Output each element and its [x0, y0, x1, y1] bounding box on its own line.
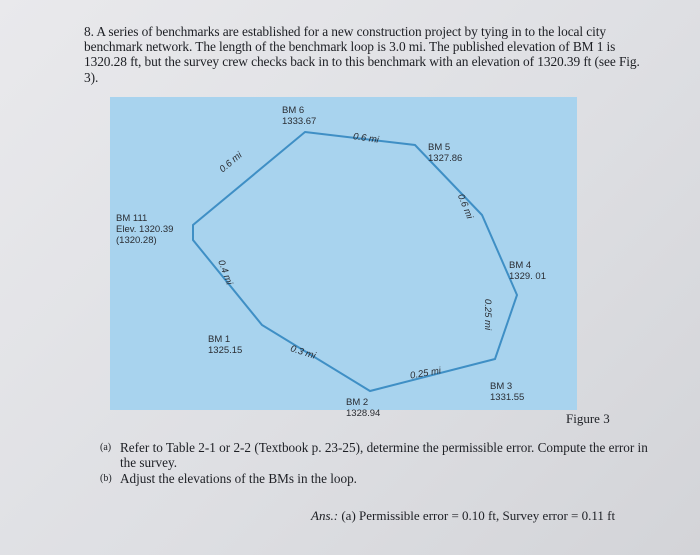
bm1-elevation: 1325.15: [208, 345, 243, 356]
part-b-text: Adjust the elevations of the BMs in the loop.: [120, 471, 357, 486]
answer-text: (a) Permissible error = 0.10 ft, Survey error = 0.11 ft: [338, 508, 616, 523]
part-a-text: Refer to Table 2-1 or 2-2 (Textbook p. 23-25), determine the permissible error. Compute the error in the survey.: [120, 440, 648, 470]
figure-caption: Figure 3: [566, 411, 610, 426]
bm4-elevation: 1329. 01: [509, 271, 546, 282]
bm2-label: [346, 397, 380, 419]
loop-diagram: [110, 97, 577, 410]
bm6-name: BM 6: [282, 105, 305, 116]
bm6-label: [282, 105, 316, 127]
bm3-elevation: 1331.55: [490, 392, 525, 403]
bm111-elevation: Elev. 1320.39: [116, 224, 174, 235]
bm2-name: BM 2: [346, 397, 369, 408]
bm1-name: BM 1: [208, 334, 231, 345]
bm4-label: [509, 260, 546, 282]
part-b-marker: (b): [100, 473, 112, 484]
distance-bm111-bm1: 0.4 mi: [215, 258, 235, 287]
question-parts: [100, 440, 660, 487]
answer-line: [311, 508, 615, 524]
answer-label: Ans.:: [311, 508, 339, 523]
bm3-name: BM 3: [490, 381, 513, 392]
bm111-label: [116, 213, 173, 246]
part-a-marker: (a): [100, 442, 112, 453]
bm5-label: [428, 142, 462, 164]
distance-bm1-bm2: 0.3 mi: [288, 343, 317, 362]
bm2-elevation: 1328.94: [346, 408, 381, 419]
distance-bm6-bm5: 0.6 mi: [352, 131, 380, 146]
bm6-elevation: 1333.67: [282, 116, 317, 127]
distance-bm2-bm3: 0.25 mi: [409, 365, 442, 382]
part-a: [100, 440, 660, 470]
part-b: [100, 471, 660, 486]
benchmark-loop-figure: [110, 97, 577, 419]
bm5-name: BM 5: [428, 142, 451, 153]
bm5-elevation: 1327.86: [428, 153, 463, 164]
bm4-name: BM 4: [509, 260, 532, 271]
bm3-label: [490, 381, 524, 403]
bm111-name: BM 111: [116, 213, 148, 224]
distance-bm5-bm4: 0.6 mi: [454, 192, 475, 221]
bm111-published-elevation: (1320.28): [116, 235, 157, 246]
distance-bm4-bm3: 0.25 mi: [482, 298, 494, 331]
distance-bm111-bm6: 0.6 mi: [217, 149, 245, 176]
problem-statement: 8. A series of benchmarks are established for a new construction project by tying in to the local city benchmark network. The length of the benchmark loop is 3.0 mi. The published elevation of BM 1 is 1320.28 ft, but the survey crew checks back in to this benchmark with an elevation of 1320.39 ft (see Fig. 3).: [84, 24, 640, 85]
bm1-label: [208, 334, 242, 356]
